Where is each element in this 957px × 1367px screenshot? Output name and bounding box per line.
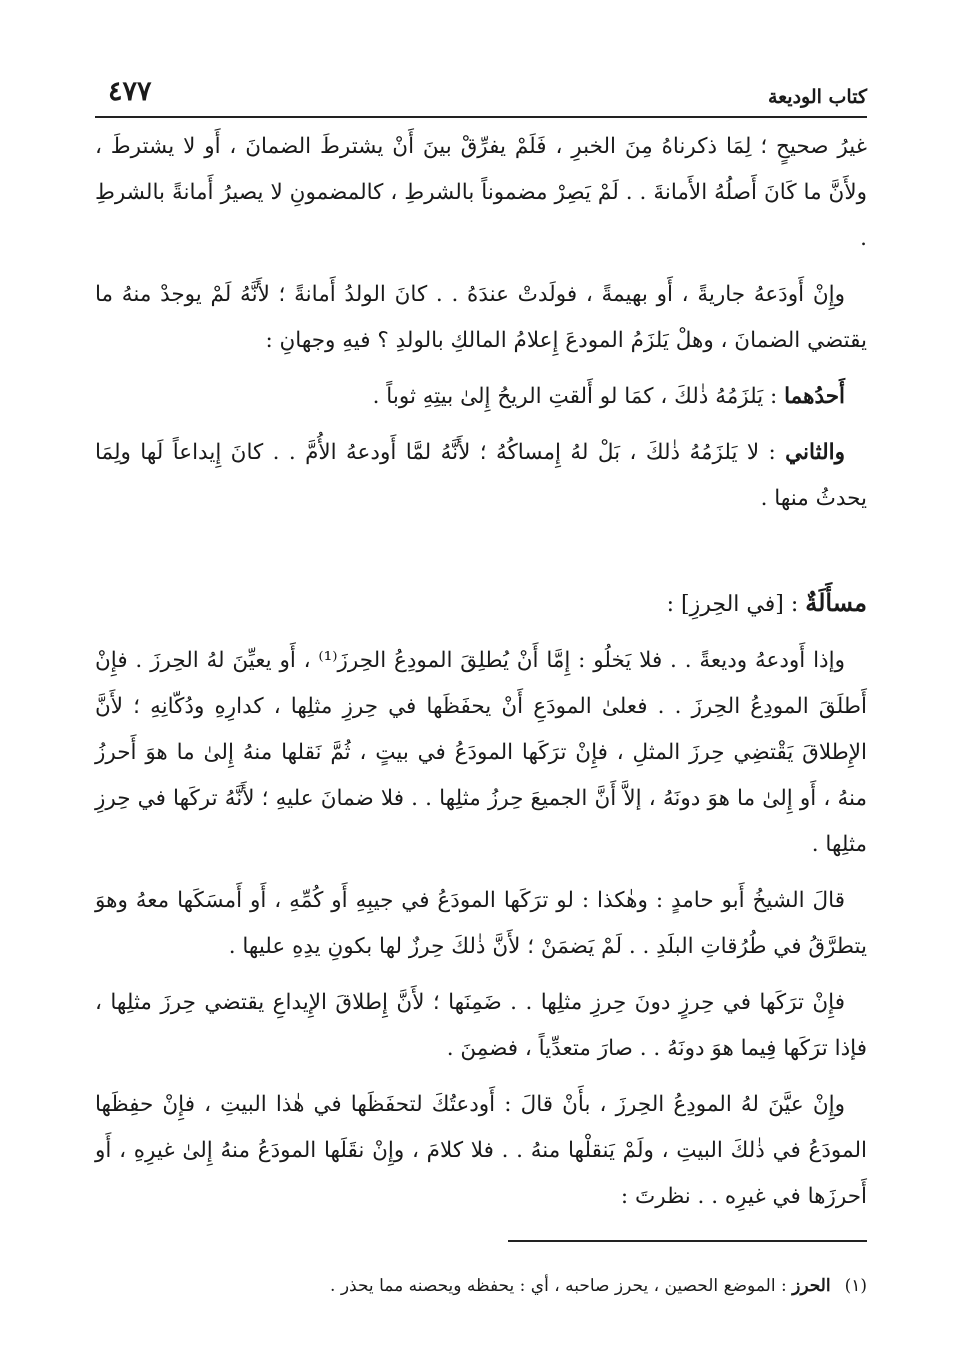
footnote-mark: (١) — [844, 1276, 867, 1296]
running-header-title: كتاب الوديعة — [767, 86, 867, 108]
header-rule — [95, 116, 867, 118]
footnote — [95, 1272, 867, 1300]
paragraph-8: فإِنْ ترَكَها في حِرزٍ دونَ حِرزِ مثلِها . . ضَمِنَها ؛ لأَنَّ إِطلاقَ الإِيداعِ يقتضي حِرزَ مثلِها ، فإذا ترَكَها فِيما هوَ دونَهُ . . صارَ متعدِّياً ، فضمِنَ . — [95, 990, 867, 1061]
footnote-term: الحرز — [792, 1276, 831, 1296]
page-number: ٤٧٧ — [108, 76, 152, 107]
paragraph-9: وإِنْ عيَّنَ لهُ المودِعُ الحِرزَ ، بأَنْ قالَ : أَودعتُكَ لتحفَظَها في هٰذا البيتِ ، فإِنْ حفِظَها المودَعُ في ذٰلكَ البيتِ ، ولَمْ يَنقلْها منهُ . . فلا كلامَ ، وإِنْ نقَلَها المودَعُ منهُ إِلىٰ غيرِهِ ، أَو أَحرزَها في غيرِه . . نظرتَ : — [95, 1092, 867, 1209]
paragraph-2: وإِنْ أَودَعهُ جاريةً ، أَو بهيمةً ، فولَدتْ عندَهُ . . كانَ الولدُ أَمانةً ؛ لأَنَّهُ لَمْ يوجدْ منهُ ما يقتضي الضمانَ ، وهلْ يَلزَمُ المودعَ إِعلامُ المالكِ بالولدِ ؟ فيهِ وجهانِ : — [95, 282, 867, 353]
footnote-rule — [508, 1240, 867, 1242]
paragraph-3: أَحدُهما : يَلزَمُهُ ذٰلكَ ، كمَا لو أَلقتِ الريحُ إِلىٰ بيتِهِ ثوباً . — [372, 384, 845, 409]
paragraph-7: قالَ الشيخُ أَبو حامدٍ : وهٰكذا : لو ترَكَها المودَعُ في جيبِهِ أَو كُمِّهِ ، أَو أَمسَكَها معهُ وهوَ يتطرَّقُ في طُرُقاتِ البلَدِ . . لَمْ يَضمَنْ ؛ لأَنَّ ذٰلكَ حِرزٌ لها بكونِ يدِهِ عليها . — [95, 888, 867, 959]
paragraph-lead: والثاني — [785, 440, 845, 465]
paragraph-1: غيرُ صحيحٍ ؛ لِمَا ذكرناهُ مِنَ الخبرِ ، فَلَمْ يفرِّقْ بينَ أَنْ يشترطَ الضمانَ ، أَو لا يشترطَ ، ولأَنَّ ما كَانَ أَصلُهُ الأَمانةَ . . لَمْ يَصِرْ مضموناً بالشرطِ ، كالمضمونِ لا يصيرُ أَمانةً بالشرطِ . — [95, 134, 867, 251]
main-text — [95, 124, 867, 1230]
footnote-text: : الموضع الحصين ، يحرز صاحبه ، أي : يحفظه ويحصنه مما يحذر . — [330, 1276, 793, 1296]
paragraph-lead: أَحدُهما — [784, 384, 845, 409]
section-heading: مسأَلَةٌ : [في الحِرزِ] : — [666, 588, 867, 617]
paragraph-6: وإذا أَودعهُ وديعةً . . فلا يَخلُو : إِمَّا أَنْ يُطلِقَ المودِعُ الحِرزَ⁽¹⁾ ، أَو يعيِّنَ لهُ الحِرزَ . فإِنْ أَطلَقَ المودِعُ الحِرزَ . . فعلىٰ المودَعِ أَنْ يحفَظَها في حِرزِ مثلِها ، كدارِهِ ودُكّانِهِ ؛ لأَنَّ الإِطلاقَ يَقْتضِي حِرزَ المثلِ ، فإِنْ ترَكَها المودَعُ في بيتٍ ، ثُمَّ نَقلها منهُ إِلىٰ ما هوَ أَحرزُ منهُ ، أَو إِلىٰ ما هوَ دونَهُ ، إلاَّ أَنَّ الجميعَ حِرزُ مثلِها . . فلا ضمانَ عليهِ ؛ لأَنَّهُ تركَها في حِرزِ مثلِها . — [95, 648, 867, 857]
heading-lead: مسأَلَةٌ — [805, 588, 867, 617]
paragraph-4: والثاني : لا يَلزَمُهُ ذٰلكَ ، بَلْ لهُ إِمساكُهُ ؛ لأَنَّهُ لمَّا أَودعهُ الأُمَّ . . كانَ إِيداعاً لَها ولِمَا يحدثُ منها . — [95, 440, 867, 511]
